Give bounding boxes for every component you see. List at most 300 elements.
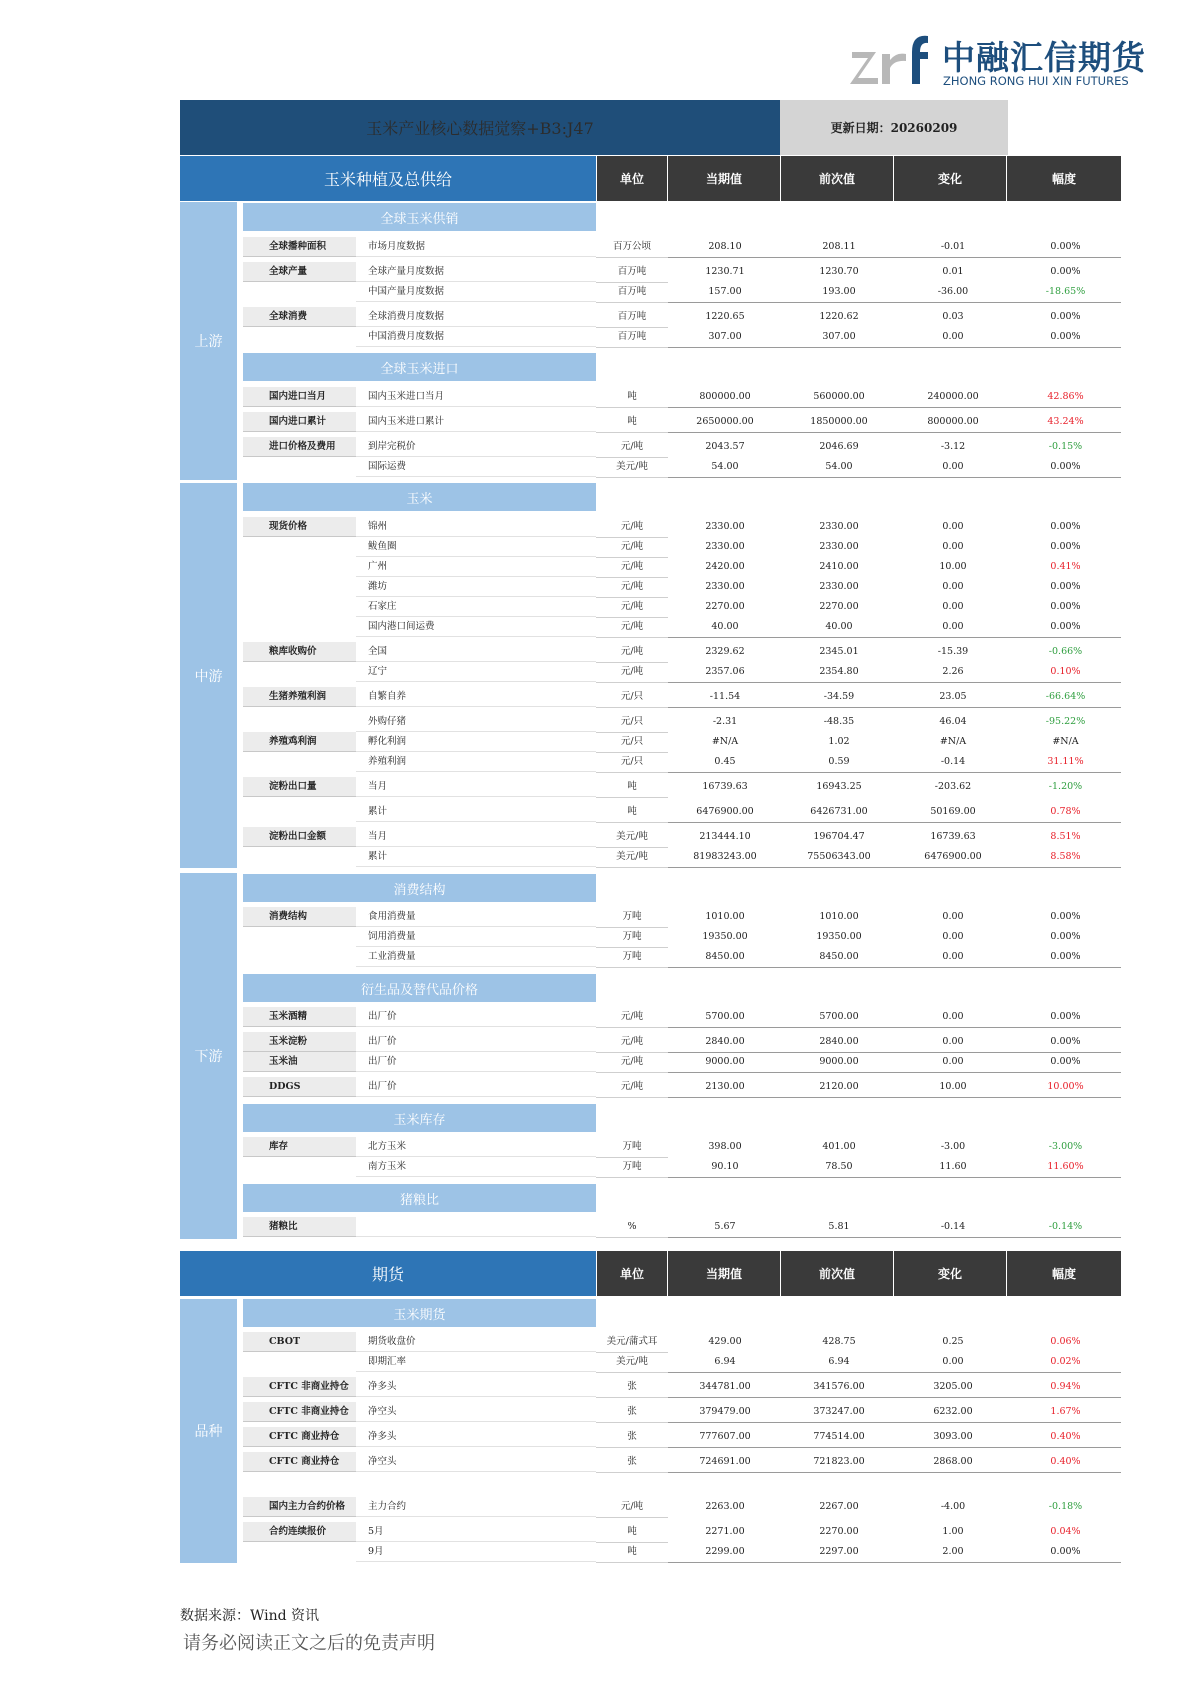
row-unit: 张	[596, 1377, 668, 1398]
row-current: 2330.00	[705, 521, 745, 532]
row-indicator: 出厂价	[356, 1077, 596, 1097]
row-current: 429.00	[708, 1336, 742, 1347]
row-current: 398.00	[708, 1141, 742, 1152]
row-current: 157.00	[668, 282, 782, 303]
row-current: 2130.00	[668, 1077, 782, 1098]
subheader-global-import: 全球玉米进口	[243, 353, 596, 381]
row-previous: 40.00	[782, 617, 896, 638]
row-previous: -34.59	[782, 687, 896, 708]
row-indicator: 国际运费	[356, 457, 596, 477]
row-pct: 0.00%	[1010, 237, 1121, 258]
row-current: 213444.10	[699, 831, 751, 842]
row-pct: 0.00%	[1010, 1032, 1121, 1053]
row-indicator: 全球消费月度数据	[356, 307, 596, 327]
row-pct: 0.00%	[1010, 1052, 1121, 1073]
column-header-unit: 单位	[597, 156, 667, 201]
row-indicator: 全球产量月度数据	[356, 262, 596, 282]
logo-chinese-name: 中融汇信期货	[942, 38, 1146, 77]
column-header-previous: 前次值	[781, 156, 893, 201]
row-current: 6476900.00	[668, 802, 782, 823]
row-pct: -66.64%	[1010, 687, 1121, 708]
row-change: 50169.00	[896, 802, 1010, 823]
table-row	[243, 327, 1121, 347]
update-date: 更新日期：20260209	[780, 100, 1008, 155]
row-label	[243, 947, 356, 967]
row-change: 800000.00	[896, 412, 1010, 433]
disclaimer: 请务必阅读正文之后的免责声明	[183, 1633, 435, 1654]
row-current: 2357.06	[668, 662, 782, 683]
row-previous: 9000.00	[782, 1052, 896, 1073]
row-indicator: 净空头	[356, 1402, 596, 1422]
subheader-consumption: 消费结构	[243, 874, 596, 902]
row-previous: 560000.00	[782, 387, 896, 408]
table-row	[243, 577, 1121, 597]
row-current: 54.00	[668, 457, 782, 478]
row-current: 2299.00	[668, 1542, 782, 1563]
row-current: 800000.00	[668, 387, 782, 408]
row-indicator	[356, 1217, 596, 1237]
row-current: 9000.00	[668, 1052, 782, 1073]
row-unit: 万吨	[596, 947, 668, 968]
row-label: 养殖鸡利润	[243, 732, 356, 752]
row-unit: 美元/吨	[596, 1352, 668, 1373]
row-previous: 2345.01	[819, 646, 859, 657]
row-unit: 元/只	[596, 752, 668, 773]
row-label: CFTC 非商业持仓	[243, 1377, 356, 1397]
row-pct: 0.00%	[1050, 266, 1081, 277]
row-pct: -0.14%	[1010, 1217, 1121, 1238]
row-current: 2840.00	[668, 1032, 782, 1053]
table-row	[243, 827, 1121, 847]
row-indicator: 外购仔猪	[356, 712, 596, 732]
row-pct: 0.40%	[1010, 1427, 1121, 1448]
column-header-change-2: 变化	[894, 1251, 1006, 1296]
row-change: -3.12	[940, 441, 966, 452]
row-previous: 721823.00	[782, 1452, 896, 1473]
row-label	[243, 577, 356, 597]
row-change: 0.00	[896, 1052, 1010, 1073]
row-change: 3093.00	[896, 1427, 1010, 1448]
row-previous: 6426731.00	[782, 802, 896, 823]
table-row	[243, 947, 1121, 967]
row-change: -0.14	[896, 1217, 1010, 1238]
row-unit: 元/只	[596, 687, 668, 708]
row-indicator: 主力合约	[356, 1497, 596, 1517]
row-pct: 0.00%	[1050, 581, 1081, 592]
row-indicator: 石家庄	[356, 597, 596, 617]
row-label	[243, 617, 356, 637]
row-change: 240000.00	[896, 387, 1010, 408]
row-pct: 0.02%	[1010, 1352, 1121, 1373]
data-source: 数据来源：Wind 资讯	[180, 1608, 320, 1624]
row-previous: 208.11	[782, 237, 896, 258]
row-indicator: 净多头	[356, 1427, 596, 1447]
row-current: #N/A	[711, 736, 739, 747]
row-change: 0.00	[896, 327, 1010, 348]
row-label	[243, 1157, 356, 1177]
row-change: 2.26	[896, 662, 1010, 683]
row-pct: 10.00%	[1010, 1077, 1121, 1098]
row-indicator: 南方玉米	[356, 1157, 596, 1177]
row-current: 344781.00	[668, 1377, 782, 1398]
row-label	[243, 1352, 356, 1372]
row-current: 0.45	[668, 752, 782, 773]
row-previous: 2270.00	[819, 1526, 859, 1537]
row-label: CFTC 商业持仓	[243, 1427, 356, 1447]
row-indicator: 北方玉米	[356, 1137, 596, 1157]
row-unit: 元/吨	[596, 437, 668, 458]
table-row	[243, 1377, 1121, 1397]
table-row	[243, 387, 1121, 407]
row-previous: 2840.00	[782, 1032, 896, 1053]
row-unit: 元/吨	[596, 597, 668, 618]
row-label	[243, 282, 356, 302]
row-indicator: 出厂价	[356, 1052, 596, 1072]
row-current: 1010.00	[705, 911, 745, 922]
row-indicator: 出厂价	[356, 1007, 596, 1027]
table-row	[243, 1077, 1121, 1097]
row-change: 0.00	[942, 581, 964, 592]
row-indicator: 鲅鱼圈	[356, 537, 596, 557]
row-pct: -0.66%	[1048, 646, 1083, 657]
row-unit: 吨	[596, 412, 668, 433]
row-unit: 美元/吨	[596, 847, 668, 868]
row-current: 1220.65	[705, 311, 745, 322]
row-unit: %	[596, 1217, 668, 1238]
row-current: 2270.00	[705, 601, 745, 612]
row-pct: 0.00%	[1050, 911, 1081, 922]
row-pct: 0.00%	[1010, 327, 1121, 348]
row-label: 猪粮比	[243, 1217, 356, 1237]
column-header-pct-2: 幅度	[1007, 1251, 1121, 1296]
row-change: 0.00	[942, 541, 964, 552]
row-previous: 2046.69	[819, 441, 859, 452]
row-change: 0.00	[896, 1352, 1010, 1373]
table-row	[243, 1332, 1121, 1352]
row-label	[243, 927, 356, 947]
row-unit: 吨	[596, 387, 668, 408]
row-pct: -1.20%	[1048, 781, 1083, 792]
row-pct: #N/A	[1052, 736, 1079, 747]
row-indicator: 当月	[356, 827, 596, 847]
table-row	[243, 1157, 1121, 1177]
table-row	[243, 457, 1121, 477]
row-indicator: 自繁自养	[356, 687, 596, 707]
table-row	[243, 1427, 1121, 1447]
row-previous: 373247.00	[782, 1402, 896, 1423]
row-previous: 78.50	[782, 1157, 896, 1178]
row-label	[243, 752, 356, 772]
column-header-current-2: 当期值	[668, 1251, 780, 1296]
logo-english-name: ZHONG RONG HUI XIN FUTURES	[943, 74, 1129, 88]
row-previous: 2267.00	[819, 1501, 859, 1512]
row-pct: 11.60%	[1010, 1157, 1121, 1178]
row-previous: 5700.00	[782, 1007, 896, 1028]
row-label	[243, 662, 356, 682]
row-indicator: 国内玉米进口累计	[356, 412, 596, 432]
row-unit: 元/吨	[596, 517, 668, 538]
row-label: 淀粉出口量	[243, 777, 356, 797]
row-indicator: 国内港口间运费	[356, 617, 596, 637]
row-unit: 元/吨	[596, 1052, 668, 1073]
row-unit: 元/只	[596, 732, 668, 753]
row-pct: 0.00%	[1050, 931, 1081, 942]
zrf-logo-icon	[850, 30, 928, 90]
row-current: 5.67	[668, 1217, 782, 1238]
row-indicator: 即期汇率	[356, 1352, 596, 1372]
row-change: 0.03	[942, 311, 964, 322]
row-pct: 0.40%	[1010, 1452, 1121, 1473]
row-label: 玉米淀粉	[243, 1032, 356, 1052]
side-label-midstream: 中游	[180, 483, 237, 868]
row-previous: 2410.00	[819, 561, 859, 572]
row-unit: 百万吨	[596, 262, 668, 283]
row-previous: 1850000.00	[782, 412, 896, 433]
row-label: 粮库收购价	[243, 642, 356, 662]
row-pct: -0.18%	[1048, 1501, 1083, 1512]
table-row	[243, 1137, 1121, 1157]
row-previous: 8450.00	[782, 947, 896, 968]
row-label	[243, 1542, 356, 1562]
row-previous: 1.02	[828, 736, 850, 747]
row-pct: -18.65%	[1010, 282, 1121, 303]
row-unit: 吨	[596, 802, 668, 823]
row-previous: 2270.00	[819, 601, 859, 612]
row-previous: 19350.00	[816, 931, 862, 942]
row-change: 6476900.00	[896, 847, 1010, 868]
row-unit: 元/吨	[596, 537, 668, 558]
row-unit: 元/吨	[596, 617, 668, 638]
row-indicator: 工业消费量	[356, 947, 596, 967]
table-row	[243, 712, 1121, 732]
row-indicator: 孵化利润	[356, 732, 596, 752]
row-indicator: 出厂价	[356, 1032, 596, 1052]
row-unit: 万吨	[596, 907, 668, 928]
row-indicator: 中国产量月度数据	[356, 282, 596, 302]
row-previous: 0.59	[782, 752, 896, 773]
row-label: 全球播种面积	[243, 237, 356, 257]
row-previous: 196704.47	[813, 831, 865, 842]
row-current: 1230.71	[705, 266, 745, 277]
row-previous: 2120.00	[782, 1077, 896, 1098]
row-current: 2650000.00	[668, 412, 782, 433]
table-row	[243, 732, 1121, 752]
row-current: 2271.00	[705, 1526, 745, 1537]
row-change: 0.00	[896, 1032, 1010, 1053]
table-row	[243, 437, 1121, 457]
row-current: 6.94	[668, 1352, 782, 1373]
row-unit: 百万吨	[596, 307, 668, 328]
row-unit: 元/只	[596, 712, 668, 733]
row-change: -36.00	[896, 282, 1010, 303]
section-header-supply: 玉米种植及总供给	[180, 156, 596, 201]
row-change: 0.00	[942, 911, 964, 922]
row-pct: 8.58%	[1010, 847, 1121, 868]
row-previous: 2330.00	[819, 541, 859, 552]
table-row	[243, 557, 1121, 577]
row-indicator: 到岸完税价	[356, 437, 596, 457]
row-unit: 元/吨	[596, 1497, 668, 1518]
row-change: -15.39	[937, 646, 969, 657]
row-pct: 0.00%	[1010, 947, 1121, 968]
row-label	[243, 847, 356, 867]
row-label: 国内进口累计	[243, 412, 356, 432]
row-indicator: 9月	[356, 1542, 596, 1562]
row-current: 208.10	[668, 237, 782, 258]
row-pct: 0.00%	[1050, 601, 1081, 612]
row-previous: 2354.80	[782, 662, 896, 683]
table-row	[243, 1007, 1121, 1027]
row-indicator: 食用消费量	[356, 907, 596, 927]
table-row	[243, 307, 1121, 327]
report-title: 玉米产业核心数据觉察+B3:J47	[180, 100, 780, 155]
row-pct: 1.67%	[1010, 1402, 1121, 1423]
subheader-hog-grain-ratio: 猪粮比	[243, 1184, 596, 1212]
row-pct: 0.10%	[1010, 662, 1121, 683]
row-previous: 401.00	[822, 1141, 856, 1152]
row-label: 全球产量	[243, 262, 356, 282]
table-row	[243, 517, 1121, 537]
row-unit: 吨	[596, 1542, 668, 1563]
column-header-change: 变化	[894, 156, 1006, 201]
row-indicator: 累计	[356, 847, 596, 867]
table-row	[243, 687, 1121, 707]
row-change: 10.00	[939, 561, 967, 572]
row-pct: 0.00%	[1010, 617, 1121, 638]
row-pct: 0.00%	[1010, 457, 1121, 478]
row-previous: 1230.70	[819, 266, 859, 277]
row-pct: 42.86%	[1010, 387, 1121, 408]
row-change: 2868.00	[896, 1452, 1010, 1473]
row-unit: 吨	[596, 777, 668, 798]
row-label	[243, 557, 356, 577]
table-row	[243, 777, 1121, 797]
table-row	[243, 262, 1121, 282]
row-label: DDGS	[243, 1077, 356, 1097]
row-change: 11.60	[896, 1157, 1010, 1178]
table-row	[243, 1032, 1121, 1052]
row-change: 0.00	[942, 521, 964, 532]
row-previous: 5.81	[782, 1217, 896, 1238]
row-label: 生猪养殖利润	[243, 687, 356, 707]
row-label: 全球消费	[243, 307, 356, 327]
row-pct: 31.11%	[1010, 752, 1121, 773]
row-pct: -0.15%	[1048, 441, 1083, 452]
row-label: 国内进口当月	[243, 387, 356, 407]
row-change: -3.00	[940, 1141, 966, 1152]
row-pct: 43.24%	[1010, 412, 1121, 433]
row-previous: 75506343.00	[782, 847, 896, 868]
row-change: 0.00	[942, 931, 964, 942]
table-row	[243, 412, 1121, 432]
row-pct: 0.78%	[1010, 802, 1121, 823]
table-row	[243, 597, 1121, 617]
side-label-variety: 品种	[180, 1299, 237, 1563]
row-label: 合约连续报价	[243, 1522, 356, 1542]
row-change: 6232.00	[896, 1402, 1010, 1423]
row-unit: 万吨	[596, 1137, 668, 1158]
row-unit: 百万吨	[596, 327, 668, 348]
row-change: 0.25	[942, 1336, 964, 1347]
row-change: #N/A	[939, 736, 967, 747]
row-label: 库存	[243, 1137, 356, 1157]
table-row	[243, 282, 1121, 302]
row-label: 淀粉出口金额	[243, 827, 356, 847]
row-change: 0.00	[896, 617, 1010, 638]
company-logo	[850, 26, 1146, 92]
row-indicator: 5月	[356, 1522, 596, 1542]
row-previous: 2297.00	[782, 1542, 896, 1563]
table-row	[243, 802, 1121, 822]
table-row	[243, 662, 1121, 682]
row-current: 81983243.00	[668, 847, 782, 868]
row-current: -2.31	[712, 716, 738, 727]
row-label: 消费结构	[243, 907, 356, 927]
table-row	[243, 1452, 1121, 1472]
row-change: 0.00	[942, 601, 964, 612]
table-row	[243, 927, 1121, 947]
row-change: 0.01	[942, 266, 964, 277]
subheader-inventory: 玉米库存	[243, 1104, 596, 1132]
row-current: 2263.00	[705, 1501, 745, 1512]
row-indicator: 净多头	[356, 1377, 596, 1397]
row-change: 16739.63	[930, 831, 976, 842]
row-unit: 元/吨	[596, 1077, 668, 1098]
table-row	[243, 1542, 1121, 1562]
side-label-downstream: 下游	[180, 873, 237, 1239]
row-indicator: 国内玉米进口当月	[356, 387, 596, 407]
row-unit: 百万公顷	[596, 237, 668, 258]
row-indicator: 广州	[356, 557, 596, 577]
row-previous: 54.00	[782, 457, 896, 478]
row-current: 16739.63	[702, 781, 748, 792]
table-row	[243, 752, 1121, 772]
table-row	[243, 1497, 1121, 1517]
row-indicator: 期货收盘价	[356, 1332, 596, 1352]
row-unit: 张	[596, 1427, 668, 1448]
row-current: 2330.00	[705, 581, 745, 592]
table-row	[243, 1052, 1121, 1072]
column-header-pct: 幅度	[1007, 156, 1121, 201]
row-change: 2.00	[896, 1542, 1010, 1563]
row-pct: -3.00%	[1048, 1141, 1083, 1152]
row-pct: 0.41%	[1050, 561, 1081, 572]
table-row	[243, 237, 1121, 257]
row-label	[243, 712, 356, 732]
column-header-current: 当期值	[668, 156, 780, 201]
row-current: 777607.00	[668, 1427, 782, 1448]
row-pct: -95.22%	[1045, 716, 1086, 727]
row-indicator: 净空头	[356, 1452, 596, 1472]
row-label	[243, 327, 356, 347]
row-current: 40.00	[668, 617, 782, 638]
row-pct: 0.94%	[1010, 1377, 1121, 1398]
section-header-futures: 期货	[180, 1251, 596, 1296]
row-change: 3205.00	[896, 1377, 1010, 1398]
row-label: CFTC 商业持仓	[243, 1452, 356, 1472]
row-indicator: 养殖利润	[356, 752, 596, 772]
row-previous: 307.00	[782, 327, 896, 348]
row-pct: 0.00%	[1050, 541, 1081, 552]
row-label: 玉米酒精	[243, 1007, 356, 1027]
row-current: 724691.00	[668, 1452, 782, 1473]
row-unit: 元/吨	[596, 662, 668, 683]
row-pct: 0.00%	[1010, 1542, 1121, 1563]
row-change: 23.05	[896, 687, 1010, 708]
row-unit: 万吨	[596, 927, 668, 948]
subheader-global-supply: 全球玉米供销	[243, 203, 596, 231]
row-change: -203.62	[934, 781, 972, 792]
